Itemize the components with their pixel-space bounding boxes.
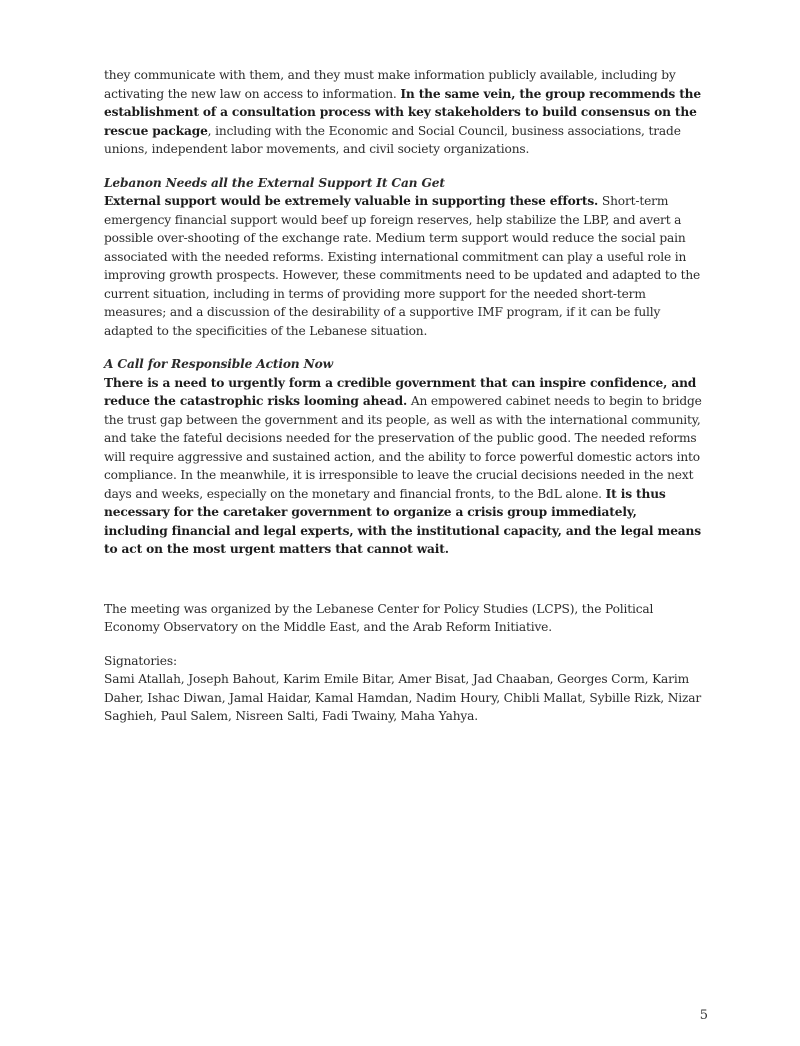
paragraph-text: they communicate with them, and they must make information publicly available, including by activating the new law on access to information.	[104, 68, 676, 101]
paragraph-bold-text: It is thus necessary for the caretaker government to organize a crisis group immediately, including financial and legal experts, with the institutional capacity, and the legal means to act on the most urgent matters that cannot wait.	[104, 486, 701, 556]
signatories-label: Signatories:	[104, 653, 177, 668]
paragraph-external-support	[104, 192, 702, 340]
paragraph-bold-text: In the same vein, the group recommends the establishment of a consultation process with key stakeholders to build consensus on the rescue package	[104, 86, 701, 138]
section-heading-responsible-action: A Call for Responsible Action Now	[104, 357, 333, 371]
page-number: 5	[699, 1008, 708, 1023]
paragraph-text: , including with the Economic and Social Council, business associations, trade unions, independent labor movements, and civil society organizations.	[104, 123, 681, 156]
organizers-note: The meeting was organized by the Lebanese Center for Policy Studies (LCPS), the Political Economy Observatory on the Middle East, and the Arab Reform Initiative.	[104, 601, 654, 634]
paragraph-responsible-action	[104, 374, 702, 559]
signatories-list: Sami Atallah, Joseph Bahout, Karim Emile Bitar, Amer Bisat, Jad Chaaban, Georges Corm, Karim Daher, Ishac Diwan, Jamal Haidar, Kamal Hamdan, Nadim Houry, Chibli Mallat, Sybille Rizk, Nizar Saghieh, Paul Salem, Nisreen Salti, Fadi Twainy, Maha Yahya.	[104, 672, 702, 723]
section-heading-external-support: Lebanon Needs all the External Support It Can Get	[104, 175, 445, 190]
paragraph-bold-text: External support would be extremely valuable in supporting these efforts.	[104, 194, 599, 208]
paragraph-text: Short-term emergency financial support would beef up foreign reserves, help stabilize the LBP, and avert a possible over-shooting of the exchange rate. Medium term support would reduce the social pain associated with the needed reforms. Existing international commitment can play a useful role in improving growth prospects. However, these commitments need to be updated and adapted to the current situation, including in terms of providing more support for the needed short-term measures; and a discussion of the desirability of a supportive IMF program, if it can be fully adapted to the specificities of the Lebanese situation.	[104, 194, 701, 338]
paragraph-bold-text: There is a need to urgently form a credible government that can inspire confidence, and reduce the catastrophic risks looming ahead.	[104, 375, 697, 408]
paragraph-consultation	[104, 66, 702, 159]
paragraph-text: An empowered cabinet needs to begin to bridge the trust gap between the government and its people, as well as with the international community, and take the fateful decisions needed for the preservation of the public good. The needed reforms will require aggressive and sustained action, and the ability to force powerful domestic actors into compliance. In the meanwhile, it is irresponsible to leave the crucial decisions needed in the next days and weeks, especially on the monetary and financial fronts, to the BdL alone.	[104, 394, 702, 501]
document-page	[104, 66, 702, 726]
